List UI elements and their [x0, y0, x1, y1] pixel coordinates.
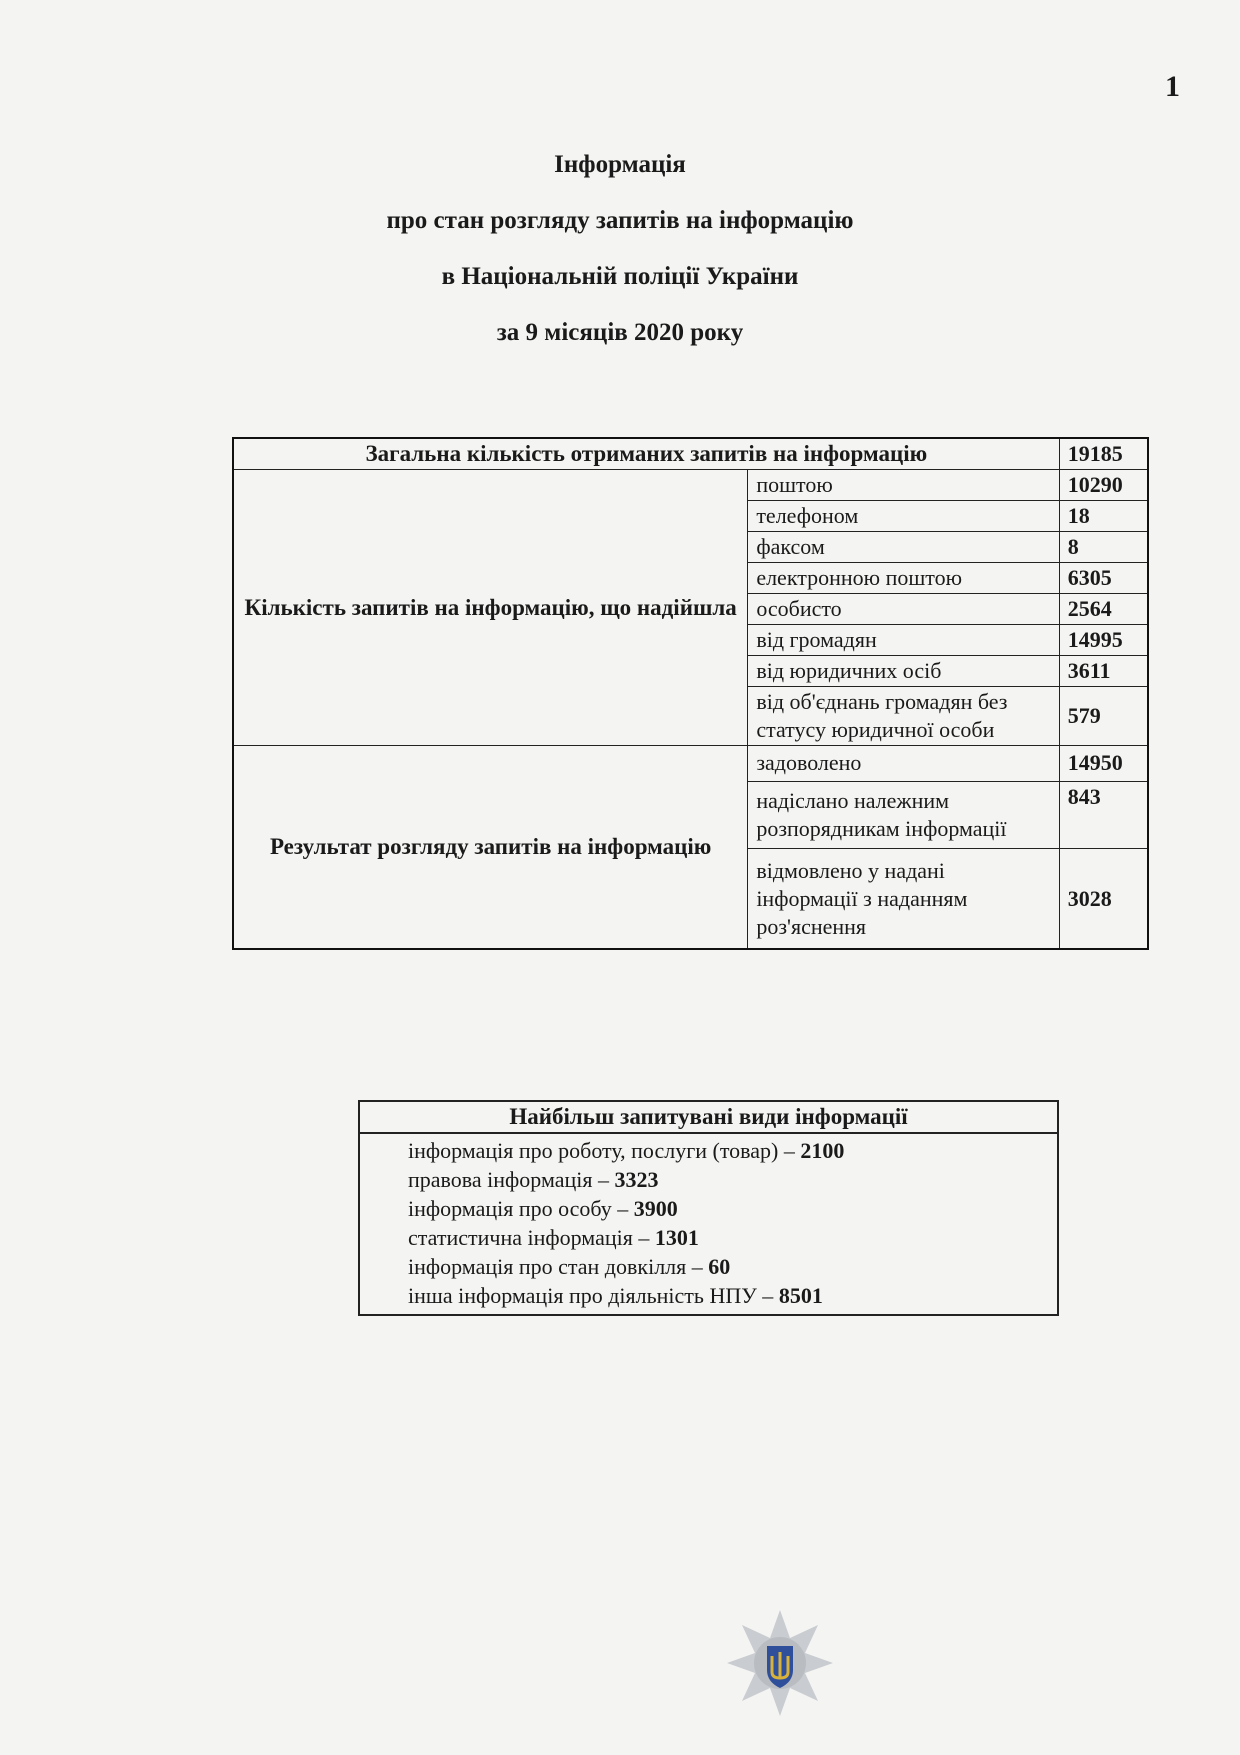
result-row-label: надіслано належним розпорядникам інформації: [748, 781, 1059, 849]
total-requests-label: Загальна кількість отриманих запитів на інформацію: [233, 438, 1059, 470]
result-row-label: відмовлено у надані інформації з наданням роз'яснення: [748, 849, 1059, 949]
popular-info-list: [360, 1134, 1057, 1314]
received-row-label: факсом: [748, 532, 1059, 563]
received-row-value: 10290: [1059, 470, 1148, 501]
list-item-value: 2100: [800, 1138, 845, 1163]
list-item: [408, 1194, 1057, 1223]
popular-info-box: [358, 1100, 1059, 1316]
list-item: [408, 1165, 1057, 1194]
list-item-value: 60: [708, 1254, 731, 1279]
list-item-label: правова інформація –: [408, 1167, 615, 1192]
list-item-value: 8501: [778, 1283, 823, 1308]
received-row-label: поштою: [748, 470, 1059, 501]
title-line-4: за 9 місяців 2020 року: [496, 319, 744, 346]
received-row-label: телефоном: [748, 501, 1059, 532]
result-row-value: 843: [1059, 781, 1148, 849]
list-item-label: статистична інформація –: [408, 1225, 655, 1250]
received-row-label: електронною поштою: [748, 563, 1059, 594]
list-item: [408, 1223, 1057, 1252]
received-row-value: 18: [1059, 501, 1148, 532]
result-row-label: задоволено: [748, 746, 1059, 782]
table-row: [233, 470, 1148, 501]
title-line-3: в Національній поліції України: [441, 263, 799, 290]
received-row-value: 2564: [1059, 594, 1148, 625]
list-item: [408, 1136, 1057, 1165]
list-item-label: інформація про особу –: [408, 1196, 634, 1221]
police-star-trident-icon: [725, 1608, 835, 1718]
popular-info-title: Найбільш запитувані види інформації: [360, 1102, 1057, 1134]
received-row-value: 14995: [1059, 625, 1148, 656]
table-row: [233, 438, 1148, 470]
list-item-value: 3323: [614, 1167, 659, 1192]
received-row-value: 6305: [1059, 563, 1148, 594]
list-item-label: інформація про роботу, послуги (товар) –: [408, 1138, 801, 1163]
list-item-value: 3900: [633, 1196, 678, 1221]
table-row: [233, 746, 1148, 782]
received-group-label: Кількість запитів на інформацію, що надійшла: [233, 470, 748, 746]
result-row-value: 3028: [1059, 849, 1148, 949]
received-row-label: від громадян: [748, 625, 1059, 656]
received-row-value: 579: [1059, 687, 1148, 746]
requests-statistics-table: [232, 437, 1149, 950]
title-line-1: Інформація: [554, 151, 686, 178]
received-row-value: 8: [1059, 532, 1148, 563]
result-group-label: Результат розгляду запитів на інформацію: [233, 746, 748, 950]
document-title: [0, 150, 1240, 374]
total-requests-value: 19185: [1059, 438, 1148, 470]
page-corner-mark: 1: [1165, 70, 1180, 103]
list-item-value: 1301: [654, 1225, 699, 1250]
list-item: [408, 1281, 1057, 1310]
list-item-label: інформація про стан довкілля –: [408, 1254, 709, 1279]
received-row-label: від юридичних осіб: [748, 656, 1059, 687]
title-line-2: про стан розгляду запитів на інформацію: [386, 207, 854, 234]
received-row-label: особисто: [748, 594, 1059, 625]
received-row-label: від об'єднань громадян без статусу юридичної особи: [748, 687, 1059, 746]
result-row-value: 14950: [1059, 746, 1148, 782]
list-item: [408, 1252, 1057, 1281]
received-row-value: 3611: [1059, 656, 1148, 687]
list-item-label: інша інформація про діяльність НПУ –: [408, 1283, 779, 1308]
